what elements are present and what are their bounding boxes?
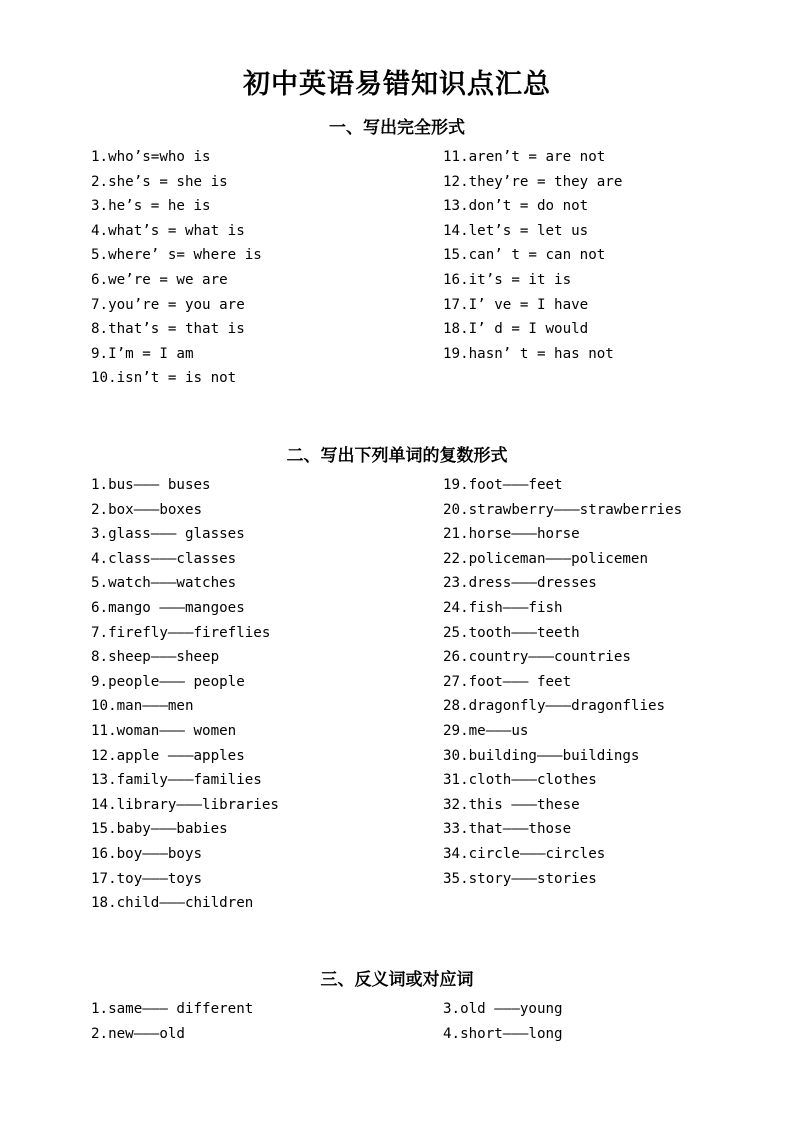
list-item: 16.it’s = it is [443,271,572,288]
plurals-list-right [443,473,682,891]
list-item: 1.same——— different [91,1001,254,1017]
list-item: 35.story———stories [443,870,597,887]
list-item: 17.toy———toys [91,870,203,887]
list-item: 32.this ———these [443,796,580,813]
list-item: 31.cloth———clothes [443,772,597,789]
plurals-list-left [91,473,279,916]
list-item: 30.building———buildings [443,747,640,764]
list-item: 10.isn’t = is not [91,370,237,387]
list-item: 21.horse———horse [443,526,580,543]
list-item: 20.strawberry———strawberries [443,501,683,518]
list-item: 29.me———us [443,722,529,739]
list-item: 14.library———libraries [91,796,279,813]
list-item: 10.man———men [91,698,194,715]
section-heading-antonyms: 三、反义词或对应词 [320,970,474,990]
list-item: 11.woman——— women [91,722,237,739]
list-item: 12.apple ———apples [91,747,245,764]
antonyms-list-right [443,997,563,1046]
list-item: 14.let’s = let us [443,222,589,239]
list-item: 19.hasn’ t = has not [443,345,614,362]
list-item: 23.dress———dresses [443,575,597,592]
list-item: 13.family———families [91,772,262,789]
list-item: 22.policeman———policemen [443,550,648,567]
list-item: 28.dragonfly———dragonflies [443,698,666,715]
section-heading-contractions: 一、写出完全形式 [329,118,465,138]
list-item: 33.that———those [443,821,572,838]
list-item: 15.baby———babies [91,821,228,838]
list-item: 11.aren’t = are not [443,149,606,165]
list-item: 2.she’s = she is [91,173,228,190]
list-item: 9.I’m = I am [91,345,194,362]
list-item: 17.I’ ve = I have [443,296,589,313]
list-item: 18.I’ d = I would [443,321,589,338]
list-item: 6.mango ———mangoes [91,599,245,616]
list-item: 1.who’s=who is [91,149,211,165]
list-item: 4.what’s = what is [91,222,245,239]
list-item: 25.tooth———teeth [443,624,580,641]
list-item: 6.we’re = we are [91,271,228,288]
list-item: 9.people——— people [91,673,245,690]
list-item: 5.watch———watches [91,575,237,592]
list-item: 2.box———boxes [91,501,203,518]
list-item: 34.circle———circles [443,845,606,862]
list-item: 7.you’re = you are [91,296,245,313]
list-item: 24.fish———fish [443,599,563,616]
list-item: 5.where’ s= where is [91,247,262,264]
page-title: 初中英语易错知识点汇总 [243,69,551,100]
section-heading-plurals: 二、写出下列单词的复数形式 [286,446,508,466]
list-item: 13.don’t = do not [443,198,589,215]
list-item: 27.foot——— feet [443,673,572,690]
list-item: 3.he’s = he is [91,198,211,215]
list-item: 18.child———children [91,895,254,912]
list-item: 15.can’ t = can not [443,247,606,264]
list-item: 16.boy———boys [91,845,203,862]
list-item: 3.old ———young [443,1001,563,1017]
list-item: 26.country———countries [443,649,631,666]
list-item: 8.that’s = that is [91,321,245,338]
list-item: 3.glass——— glasses [91,526,245,543]
list-item: 8.sheep———sheep [91,649,220,666]
list-item: 1.bus——— buses [91,477,211,493]
list-item: 4.short———long [443,1025,563,1042]
list-item: 19.foot———feet [443,477,563,493]
contractions-list-left [91,145,262,391]
list-item: 4.class———classes [91,550,237,567]
list-item: 7.firefly———fireflies [91,624,271,641]
antonyms-list-left [91,997,253,1046]
list-item: 12.they’re = they are [443,173,623,190]
list-item: 2.new———old [91,1025,185,1042]
contractions-list-right [443,145,622,366]
